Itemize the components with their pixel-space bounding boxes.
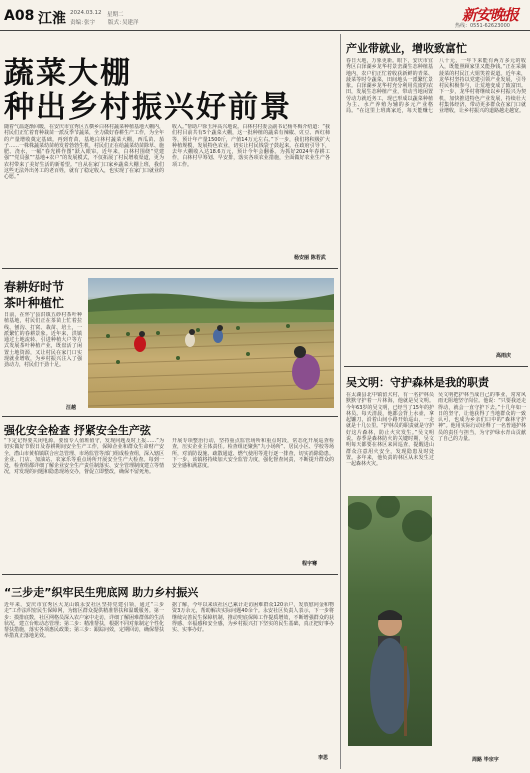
forest-byline: 周路 毕宗宇 bbox=[472, 757, 499, 763]
newspaper-logo: 新安晚报 bbox=[462, 6, 519, 24]
tea-photo-scene bbox=[88, 278, 334, 408]
column-divider bbox=[340, 34, 341, 769]
masthead bbox=[0, 0, 530, 30]
lead-body-left: 随着气温逐渐回暖，在安庆市宜秀区五横乡白林村蔬菜种植基地大棚内，村民们正忙着育种栽苗一派反季节蔬菜，全力做好春耕生产工作，为全年的产量增收奠定基础。再到育苗，基地白林村蔬菜大棚，西瓜苗、茄子……一株株蔬菜幼苗萌发着勃勃生机，村民们正在给蔬菜幼苗除草、施肥、浇水，一幅“春光耕作图”跃入眼帘。近年来，白林村围绕“党建强”“党员强”“基地+农户”的发展模式，不仅拓展了村民增收渠道，更为农村带来了美好生活的新希望。“自从在家门口家乡蔬菜大棚上班，我们这些无法外出务工的老百姓，就有了稳定收入，也实现了在家门口就业的心愿。” bbox=[4, 124, 164, 181]
lead-body-right: 收入。”帮助户徐玉萍高兴地说。白林村村委会副书记杨冬梅介绍道：“我们村目前共有5个蔬菜大棚，这一批种植的蔬菜有辣椒、豇豆、西红柿等，预计年产量1500斤，产值14万元左右。”下一步，我们将积极扩大种植规模，发展特色农业，切实让村民钱袋子鼓起来。在政府引导下，去年大棚收入达18.6万元，预计今年会翻番。为抓好2024年春耕工作，白林村早筹划、早安排，落实各项农业措施，全面做好农业生产各项工作。 bbox=[172, 124, 330, 168]
hotline: 热线：0551-62623000 bbox=[455, 23, 510, 29]
issue-date: 2024.03.12 bbox=[70, 10, 102, 16]
feature-bottom-rule bbox=[344, 366, 528, 367]
masthead-rule bbox=[0, 30, 530, 31]
tea-bottom-rule bbox=[2, 416, 338, 417]
safety-article bbox=[2, 418, 338, 570]
lead-headline-line2: 种出乡村振兴好前景 bbox=[4, 90, 292, 125]
safety-body-right: 开展专项整治行动，坚持重点监管场所和重点时段，常态化开展巡查检查，压实企业主体责任。检查组还聚焦“九小场所”、居民小区、学校等场所，对消防设施、疏散通道、燃气使用等进行逐一排查，切实消除隐患。下一步，该镇将持续加大安全监管力度，强化督查问责，不断提升群众的安全感和满意度。 bbox=[172, 438, 334, 470]
lead-headline-line1: 蔬菜大棚 bbox=[4, 56, 132, 91]
lead-bottom-rule bbox=[2, 268, 338, 269]
tea-byline: 汪越 bbox=[66, 405, 77, 411]
lead-byline: 杨安丽 陈若武 bbox=[294, 255, 326, 261]
lead-article bbox=[2, 34, 332, 264]
service-body: 近年来，安庆市宜秀区大龙山镇永安社区坚持党建引领，通过“三步走”工作法织密民生保障网，为辖区群众提供精准帮扶和温暖服务。第一步：摸排底数，社区网格员深入农户家中走访，详细了解困难群体的生活状况，建立台账动态管理；第二步：精准帮扶，根据不同对象制定个性化帮扶措施，落实各项惠民政策；第三步：跟踪问效，定期回访，确保帮扶举措真正落地见效。 bbox=[4, 602, 164, 640]
service-byline: 李思 bbox=[318, 755, 329, 761]
editor-label: 责编： bbox=[70, 20, 87, 26]
feature-body: 春日大地，万象更新。眼下，安庆市宜秀区白泽湖乡龙华村景峦湖生态种植基地内，农户们正忙着收获新鲜的青菜、菠菜等时令蔬菜，田间地头一派繁忙景象。白泽湖乡龙华村充分利用荒废的农田，发展生态种植产业，带动当地闲置劳动力就近务工，现已形成以蔬菜种植为主、水产养殖为辅的多元产业格局。“在这里上班离家近，每天能赚七八十元，一年下来能有两万多元的收入，既能照顾家里又能挣钱。”正在采摘菠菜的村民江大姐笑着说道。近年来，龙华村坚持以党建引领产业发展，引导村民积极参与，让荒地变成了致富田。下一步，龙华村将继续以乡村振兴为契机，加快推进特色产业发展，持续壮大村集体经济，带动更多群众在家门口就业增收，让乡村振兴的道路越走越宽。 bbox=[346, 58, 526, 115]
feature-article bbox=[344, 34, 528, 364]
tea-field-photo bbox=[88, 278, 334, 408]
section-name: 江淮 bbox=[38, 11, 66, 27]
forest-body-right: 吴文明把护林当成自己的事业，常常风雨无阻地坚守岗位。他说：“只要我还走得动，就会一直守护下去。”十几年如一日的坚守，让他获得了当地群众的一致认可，也成为乡亲们口中的“森林守护神”。他用实际行动诠释了一名普通护林员的责任与担当，为守护绿水青山贡献了自己的力量。 bbox=[438, 392, 526, 443]
forest-body: 在太湖县北中镇留犬村，有一名护林员默默守护着一片林海，他就是吴文明。今年63岁的吴文明，已经当了15年的护林员。每天清晨，他都会背上水壶，拿起镰刀，沿着山间小路开始巡山，一走就是十几公里。“护林员的职责就是守护好这片森林，防止火灾发生。”吴文明说。春季是森林防火的关键时期，吴文明每天都要在林区来回巡查，提醒进山群众注意用火安全，发现隐患及时处置。多年来，他负责的林区从未发生过一起森林火灾。 bbox=[346, 392, 434, 468]
page-number: A08 bbox=[4, 8, 35, 24]
service-headline: “三步走”织牢民生兜底网 助力乡村振兴 bbox=[4, 586, 199, 599]
safety-headline: 强化安全检查 抒紧安全生产弦 bbox=[4, 424, 151, 437]
safety-body: “下定记得要关闭电源，要留专人值班值守，发现问题及时上报……”为切实做好节假日及春耕期间安全生产工作，保障企业和群众生命财产安全，潜山市黄柏镇联合应急管理、市场监管等部门组成检查组，深入辖区企业、门店、加油站、农家乐等重点场所开展安全生产大检查。每到一处，检查组都详细了解企业安全生产责任制落实、安全管理制度建立等情况，对发现的问题和隐患现场交办，督促立即整改，确保不留死角。 bbox=[4, 438, 164, 476]
safety-byline: 程宇骞 bbox=[302, 561, 318, 567]
tea-headline-line2: 茶叶种植忙 bbox=[4, 296, 65, 310]
safety-bottom-rule bbox=[2, 574, 338, 575]
forest-photo-scene bbox=[348, 496, 432, 746]
service-body-right: 据了解，今年以来该社区已累计走访困难群众120余户，发放慰问金和物资3万余元，帮助解决实际问题40余个。永安社区负责人表示，下一步将继续完善民生保障机制，推动兜底保障工作提质增效，不断增强群众的获得感、幸福感和安全感，为乡村振兴打下坚实的民生基础，真正把好事办实、实事办好。 bbox=[172, 602, 334, 634]
tea-article bbox=[2, 272, 338, 412]
forest-portrait-photo bbox=[348, 496, 432, 746]
feature-byline: 高雨庆 bbox=[496, 353, 512, 359]
forest-article bbox=[344, 368, 528, 770]
designer-name: 吴建洋 bbox=[122, 20, 139, 26]
issue-weekday: 星期二 bbox=[107, 12, 124, 18]
design-label: 版式： bbox=[108, 20, 125, 26]
service-article bbox=[2, 578, 338, 770]
tea-headline-line1: 春耕好时节 bbox=[4, 280, 65, 294]
editor-name: 张宇 bbox=[84, 20, 96, 26]
feature-headline: 产业带就业，增收致富忙 bbox=[346, 42, 467, 55]
forest-headline: 吴文明：守护森林是我的职责 bbox=[346, 376, 489, 389]
tea-body: 日前，在怀宁县洪镇五砂村茶叶种植基地，村民们正在茶苗上忙着拉线、刨沟、打窝、栽苗、培土，一派繁忙的春耕景象。近年来，洪镇通过土地流转、引进种植大户等方式发展茶叶种植产业，既盘活了闲置土地资源，又让村民在家门口实现就业增收，为乡村振兴注入了强劲动力，村民们干劲十足。 bbox=[4, 312, 82, 369]
